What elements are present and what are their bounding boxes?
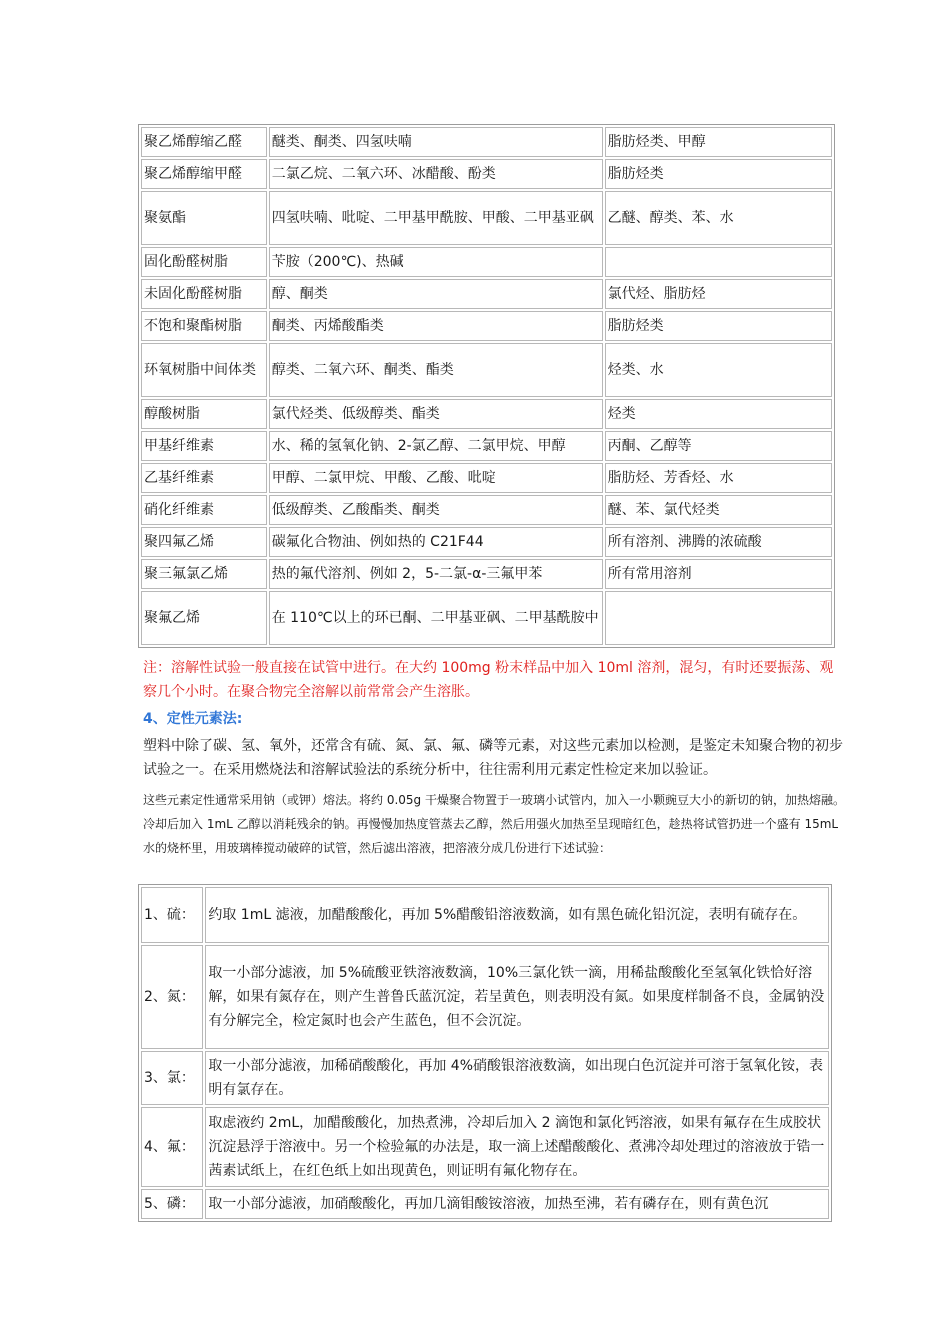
polymer-cell: 硝化纤维素 bbox=[141, 495, 267, 525]
element-label: 2、氮： bbox=[141, 945, 203, 1049]
non-solvent-cell: 氯代烃、脂肪烃 bbox=[605, 279, 832, 309]
non-solvent-cell: 脂肪烃类、甲醇 bbox=[605, 127, 832, 157]
polymer-cell: 聚四氟乙烯 bbox=[141, 527, 267, 557]
non-solvent-cell: 乙醚、醇类、苯、水 bbox=[605, 191, 832, 245]
polymer-cell: 聚氨酯 bbox=[141, 191, 267, 245]
non-solvent-cell: 脂肪烃类 bbox=[605, 311, 832, 341]
non-solvent-cell: 所有常用溶剂 bbox=[605, 559, 832, 589]
element-procedure: 取一小部分滤液，加稀硝酸酸化，再加 4%硝酸银溶液数滴，如出现白色沉淀并可溶于氢氧化铵，表明有氯存在。 bbox=[205, 1051, 829, 1105]
table-row bbox=[141, 127, 832, 157]
table-row bbox=[141, 1051, 829, 1105]
polymer-cell: 聚氟乙烯 bbox=[141, 591, 267, 645]
table-row bbox=[141, 343, 832, 397]
table-row bbox=[141, 945, 829, 1049]
non-solvent-cell: 脂肪烃类 bbox=[605, 159, 832, 189]
non-solvent-cell: 烃类、水 bbox=[605, 343, 832, 397]
solvent-cell: 四氢呋喃、吡啶、二甲基甲酰胺、甲酸、二甲基亚砜 bbox=[269, 191, 603, 245]
element-label: 1、硫： bbox=[141, 887, 203, 943]
non-solvent-cell: 醚、苯、氯代烃类 bbox=[605, 495, 832, 525]
solvent-cell: 醇类、二氧六环、酮类、酯类 bbox=[269, 343, 603, 397]
table-row bbox=[141, 527, 832, 557]
table-row bbox=[141, 159, 832, 189]
polymer-cell: 未固化酚醛树脂 bbox=[141, 279, 267, 309]
element-label: 3、氯： bbox=[141, 1051, 203, 1105]
solvent-cell: 酮类、丙烯酸酯类 bbox=[269, 311, 603, 341]
polymer-cell: 聚乙烯醇缩乙醛 bbox=[141, 127, 267, 157]
polymer-cell: 甲基纤维素 bbox=[141, 431, 267, 461]
solvent-cell: 低级醇类、乙酸酯类、酮类 bbox=[269, 495, 603, 525]
polymer-cell: 聚三氟氯乙烯 bbox=[141, 559, 267, 589]
element-procedure: 取一小部分滤液，加 5%硫酸亚铁溶液数滴，10%三氯化铁一滴，用稀盐酸酸化至氢氧化铁恰好溶解，如果有氮存在，则产生普鲁氏蓝沉淀，若呈黄色，则表明没有氮。如果度样制备不良，金属钠没有分解完全，检定氮时也会产生蓝色，但不会沉淀。 bbox=[205, 945, 829, 1049]
intro-paragraph: 塑料中除了碳、氢、氧外，还常含有硫、氮、氯、氟、磷等元素，对这些元素加以检测，是鉴定未知聚合物的初步试验之一。在采用燃烧法和溶解试验法的系统分析中，往往需利用元素定性检定来加以验证。 bbox=[143, 738, 843, 778]
polymer-cell: 固化酚醛树脂 bbox=[141, 247, 267, 277]
table-row bbox=[141, 1189, 829, 1219]
non-solvent-cell: 脂肪烃、芳香烃、水 bbox=[605, 463, 832, 493]
non-solvent-cell: 丙酮、乙醇等 bbox=[605, 431, 832, 461]
solvent-cell: 氯代烃类、低级醇类、酯类 bbox=[269, 399, 603, 429]
table-row bbox=[141, 463, 832, 493]
solvent-cell: 甲醇、二氯甲烷、甲酸、乙酸、吡啶 bbox=[269, 463, 603, 493]
element-procedure: 取虑液约 2mL，加醋酸酸化，加热煮沸，冷却后加入 2 滴饱和氯化钙溶液，如果有氟存在生成胶状沉淀悬浮于溶液中。另一个检验氟的办法是，取一滴上述醋酸酸化、煮沸冷却处理过的溶液放于锆一茜素试纸上，在红色纸上如出现黄色，则证明有氟化物存在。 bbox=[205, 1107, 829, 1187]
table-row bbox=[141, 591, 832, 645]
method-paragraph: 这些元素定性通常采用钠（或钾）熔法。将约 0.05g 干燥聚合物置于一玻璃小试管内，加入一小颗豌豆大小的新切的钠，加热熔融。冷却后加入 1mL 乙醇以消耗残余的钠。再慢慢加热度管蒸去乙醇，然后用强火加热至呈现暗红色，趁热将试管扔进一个盛有 15mL 水的烧杯里，用玻璃棒搅动破碎的试管，然后滤出溶液，把溶液分成几份进行下述试验： bbox=[143, 793, 845, 855]
table-row bbox=[141, 559, 832, 589]
solvent-cell: 水、稀的氢氧化钠、2-氯乙醇、二氯甲烷、甲醇 bbox=[269, 431, 603, 461]
element-procedure bbox=[205, 1189, 829, 1219]
element-table-body bbox=[141, 887, 829, 1219]
polymer-cell: 环氧树脂中间体类 bbox=[141, 343, 267, 397]
element-label: 5、磷： bbox=[141, 1189, 203, 1219]
section-heading: 4、定性元素法: bbox=[143, 711, 243, 727]
solvent-cell: 二氯乙烷、二氧六环、冰醋酸、酚类 bbox=[269, 159, 603, 189]
non-solvent-cell: 所有溶剂、沸腾的浓硫酸 bbox=[605, 527, 832, 557]
table-row bbox=[141, 279, 832, 309]
solubility-note: 注：溶解性试验一般直接在试管中进行。在大约 100mg 粉末样品中加入 10ml 溶剂，混匀，有时还要振荡、观察几个小时。在聚合物完全溶解以前常常会产生溶胀。 bbox=[143, 660, 834, 700]
solvent-cell: 醚类、酮类、四氢呋喃 bbox=[269, 127, 603, 157]
solvent-table-body bbox=[141, 127, 832, 645]
element-test-table bbox=[138, 884, 832, 1222]
table-row bbox=[141, 191, 832, 245]
element-procedure: 约取 1mL 滤液，加醋酸酸化，再加 5%醋酸铅溶液数滴，如有黑色硫化铅沉淀，表明有硫存在。 bbox=[205, 887, 829, 943]
solvent-table bbox=[138, 124, 835, 648]
solvent-cell: 热的氟代溶剂、例如 2，5-二氯-α-三氟甲苯 bbox=[269, 559, 603, 589]
table-row bbox=[141, 495, 832, 525]
non-solvent-cell: 烃类 bbox=[605, 399, 832, 429]
polymer-cell: 醇酸树脂 bbox=[141, 399, 267, 429]
solvent-cell: 碳氟化合物油、例如热的 C21F44 bbox=[269, 527, 603, 557]
solvent-cell: 苄胺（200℃)、热碱 bbox=[269, 247, 603, 277]
polymer-cell: 聚乙烯醇缩甲醛 bbox=[141, 159, 267, 189]
non-solvent-cell bbox=[605, 247, 832, 277]
table-row bbox=[141, 247, 832, 277]
element-procedure-text: 取一小部分滤液，加硝酸酸化，再加几滴钼酸铵溶液，加热至沸，若有磷存在，则有黄色沉 bbox=[208, 1196, 769, 1212]
solvent-cell: 在 110℃以上的环已酮、二甲基亚砜、二甲基酰胺中 bbox=[269, 591, 603, 645]
polymer-cell: 乙基纤维素 bbox=[141, 463, 267, 493]
table-row bbox=[141, 887, 829, 943]
element-label: 4、氟： bbox=[141, 1107, 203, 1187]
non-solvent-cell bbox=[605, 591, 832, 645]
table-row bbox=[141, 311, 832, 341]
polymer-cell: 不饱和聚酯树脂 bbox=[141, 311, 267, 341]
table-row bbox=[141, 399, 832, 429]
table-row bbox=[141, 431, 832, 461]
solvent-cell: 醇、酮类 bbox=[269, 279, 603, 309]
table-row bbox=[141, 1107, 829, 1187]
